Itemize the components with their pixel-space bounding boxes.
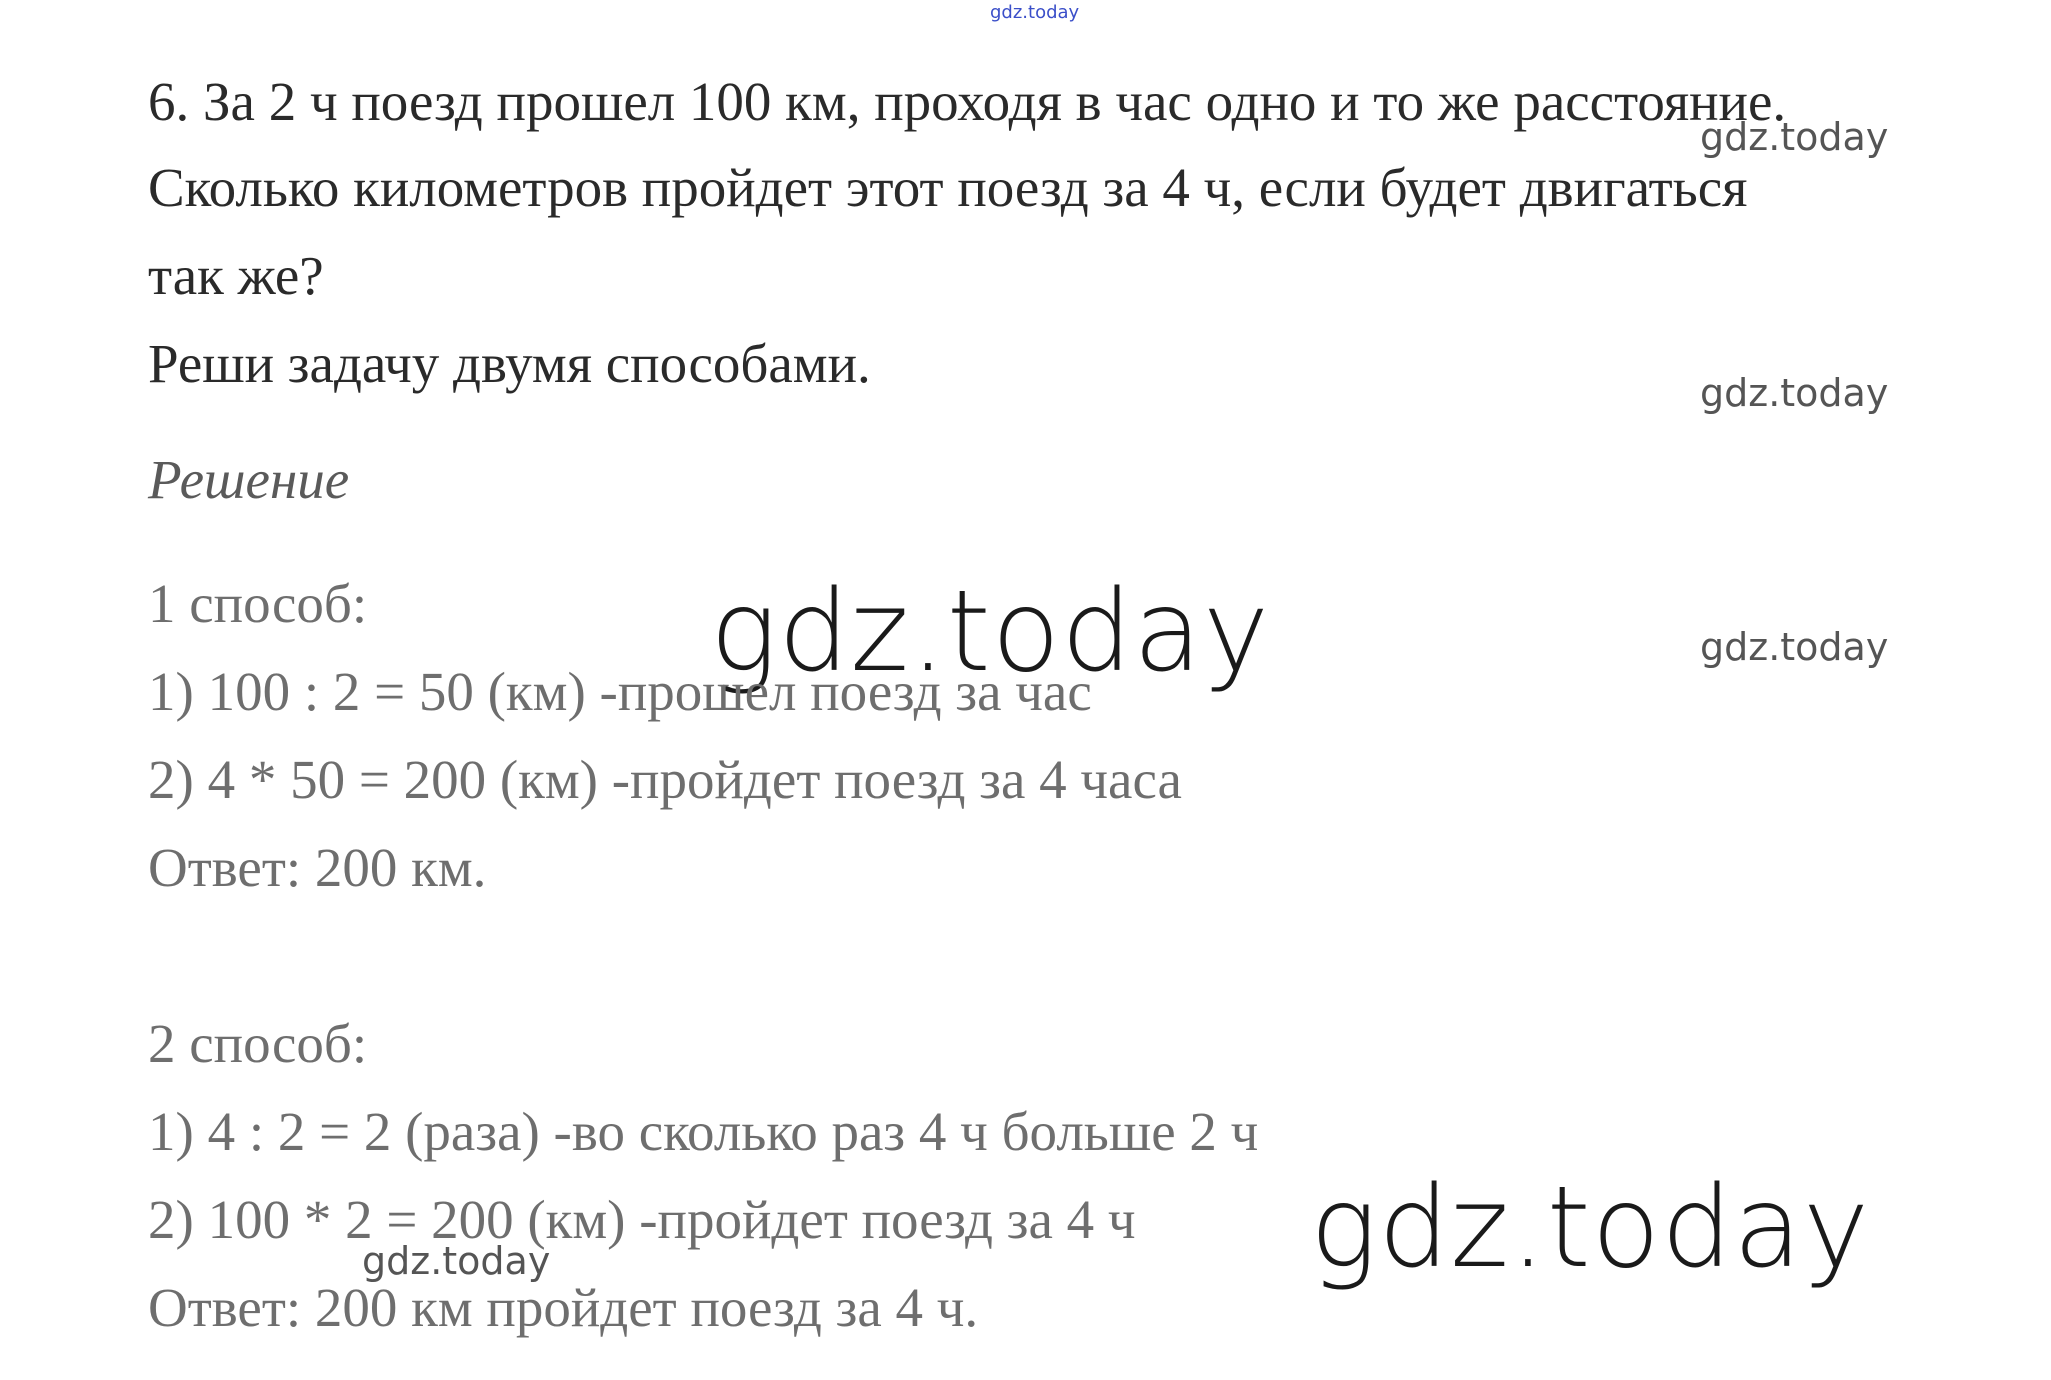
method2-answer: Ответ: 200 км пройдет поезд за 4 ч. bbox=[148, 1277, 979, 1338]
watermark-top: gdz.today bbox=[990, 2, 1080, 23]
problem-line-4: Реши задачу двумя способами. bbox=[148, 333, 871, 394]
method1-step2: 2) 4 * 50 = 200 (км) -пройдет поезд за 4 часа bbox=[148, 749, 1182, 810]
watermark-right-3: gdz.today bbox=[1700, 625, 1889, 669]
problem-line-2: Сколько километров пройдет этот поезд за 4 ч, если будет двигаться bbox=[148, 157, 1748, 218]
problem-line-3: так же? bbox=[148, 245, 324, 306]
watermark-bottom-left: gdz.today bbox=[362, 1239, 551, 1283]
watermark-right-2: gdz.today bbox=[1700, 371, 1889, 415]
method1-answer: Ответ: 200 км. bbox=[148, 837, 487, 898]
solution-heading: Решение bbox=[148, 449, 350, 510]
method2-step2: 2) 100 * 2 = 200 (км) -пройдет поезд за 4 ч bbox=[148, 1189, 1136, 1250]
problem-line-1: 6. За 2 ч поезд прошел 100 км, проходя в час одно и то же расстояние. bbox=[148, 71, 1787, 132]
watermark-big-center: gdz.today bbox=[710, 567, 1271, 697]
method1-title: 1 способ: bbox=[148, 573, 368, 634]
method2-step1: 1) 4 : 2 = 2 (раза) -во сколько раз 4 ч больше 2 ч bbox=[148, 1101, 1259, 1162]
method1-step1: 1) 100 : 2 = 50 (км) -прошел поезд за час bbox=[148, 661, 1092, 722]
watermark-big-bottom: gdz.today bbox=[1310, 1163, 1871, 1293]
method2-title: 2 способ: bbox=[148, 1013, 368, 1074]
watermark-right-1: gdz.today bbox=[1700, 115, 1889, 159]
